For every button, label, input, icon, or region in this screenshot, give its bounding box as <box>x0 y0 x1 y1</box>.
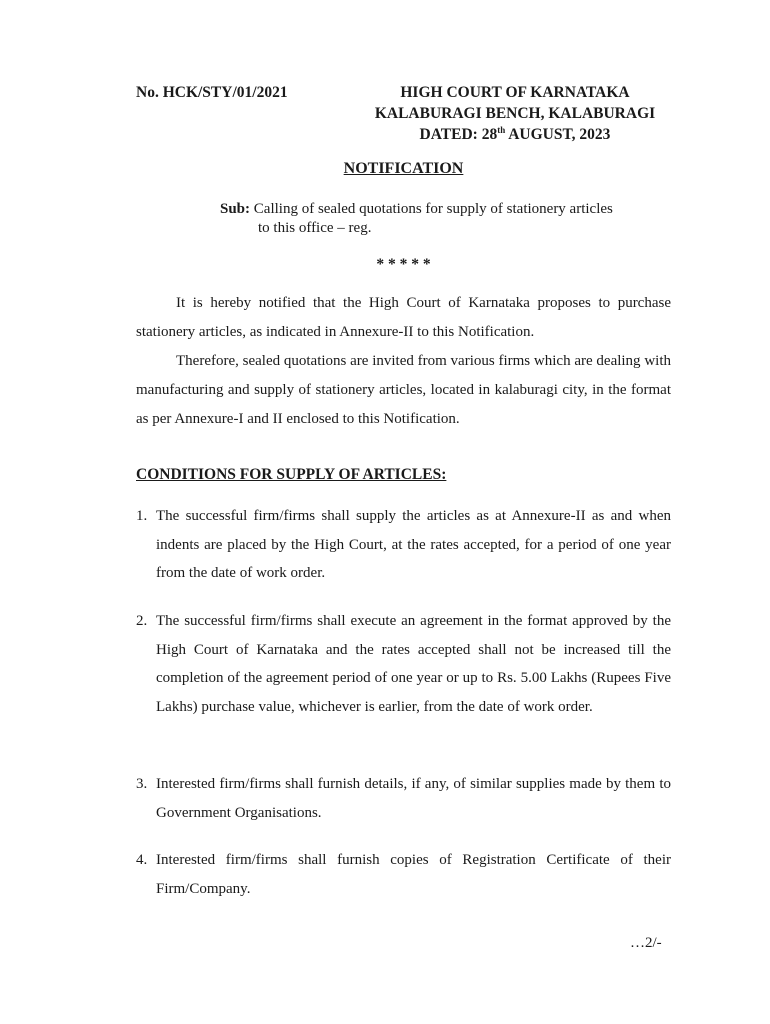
condition-item <box>136 502 671 588</box>
court-name: HIGH COURT OF KARNATAKA <box>400 84 630 101</box>
body-paragraphs <box>136 289 671 434</box>
separator-stars: * * * * * <box>376 256 431 273</box>
condition-text: The successful firm/firms shall execute an agreement in the format approved by the High Court of Karnataka and the rates accepted shall not be increased till the completion of the agreement period of one year or up to Rs. 5.00 Lakhs (Rupees Five Lakhs) purchase value, whichever is earlier, from the date of work order. <box>156 613 671 715</box>
condition-text: Interested firm/firms shall furnish details, if any, of similar supplies made by them to Government Organisations. <box>156 776 671 821</box>
condition-item <box>136 607 671 721</box>
date-suffix: AUGUST, 2023 <box>505 126 611 144</box>
conditions-heading: CONDITIONS FOR SUPPLY OF ARTICLES: <box>136 466 447 483</box>
date-prefix: DATED: 28 <box>419 126 498 144</box>
condition-number: 2. <box>136 613 148 629</box>
condition-item <box>136 846 671 903</box>
condition-item <box>136 770 671 827</box>
bench-name: KALABURAGI BENCH, KALABURAGI <box>374 105 656 122</box>
condition-text: The successful firm/firms shall supply the articles as at Annexure-II as and when indents are placed by the High Court, at the rates accepted, for a period of one year from the date of work order. <box>156 508 671 581</box>
subject-line-1: Calling of sealed quotations for supply of stationery articles <box>253 201 613 217</box>
subject <box>220 201 613 218</box>
condition-number: 4. <box>136 852 148 868</box>
page-continuation-marker: …2/- <box>630 935 662 951</box>
subject-label: Sub: <box>220 201 251 217</box>
page-title: NOTIFICATION <box>343 160 464 177</box>
paragraph-intro: It is hereby notified that the High Court of Karnataka proposes to purchase stationery articles, as indicated in Annexure-II to this Notification. <box>136 295 671 340</box>
condition-number: 1. <box>136 508 148 524</box>
date-line <box>360 125 670 144</box>
condition-text: Interested firm/firms shall furnish copies of Registration Certificate of their Firm/Company. <box>156 852 671 897</box>
paragraph-invitation: Therefore, sealed quotations are invited from various firms which are dealing with manufacturing and supply of stationery articles, located in kalaburagi city, in the format as per Annexure-I and II enclosed to this Notification. <box>136 353 671 427</box>
date-superscript: th <box>497 125 506 135</box>
subject-line-2: to this office – reg. <box>258 220 372 236</box>
condition-number: 3. <box>136 776 148 792</box>
reference-number: No. HCK/STY/01/2021 <box>136 84 288 101</box>
